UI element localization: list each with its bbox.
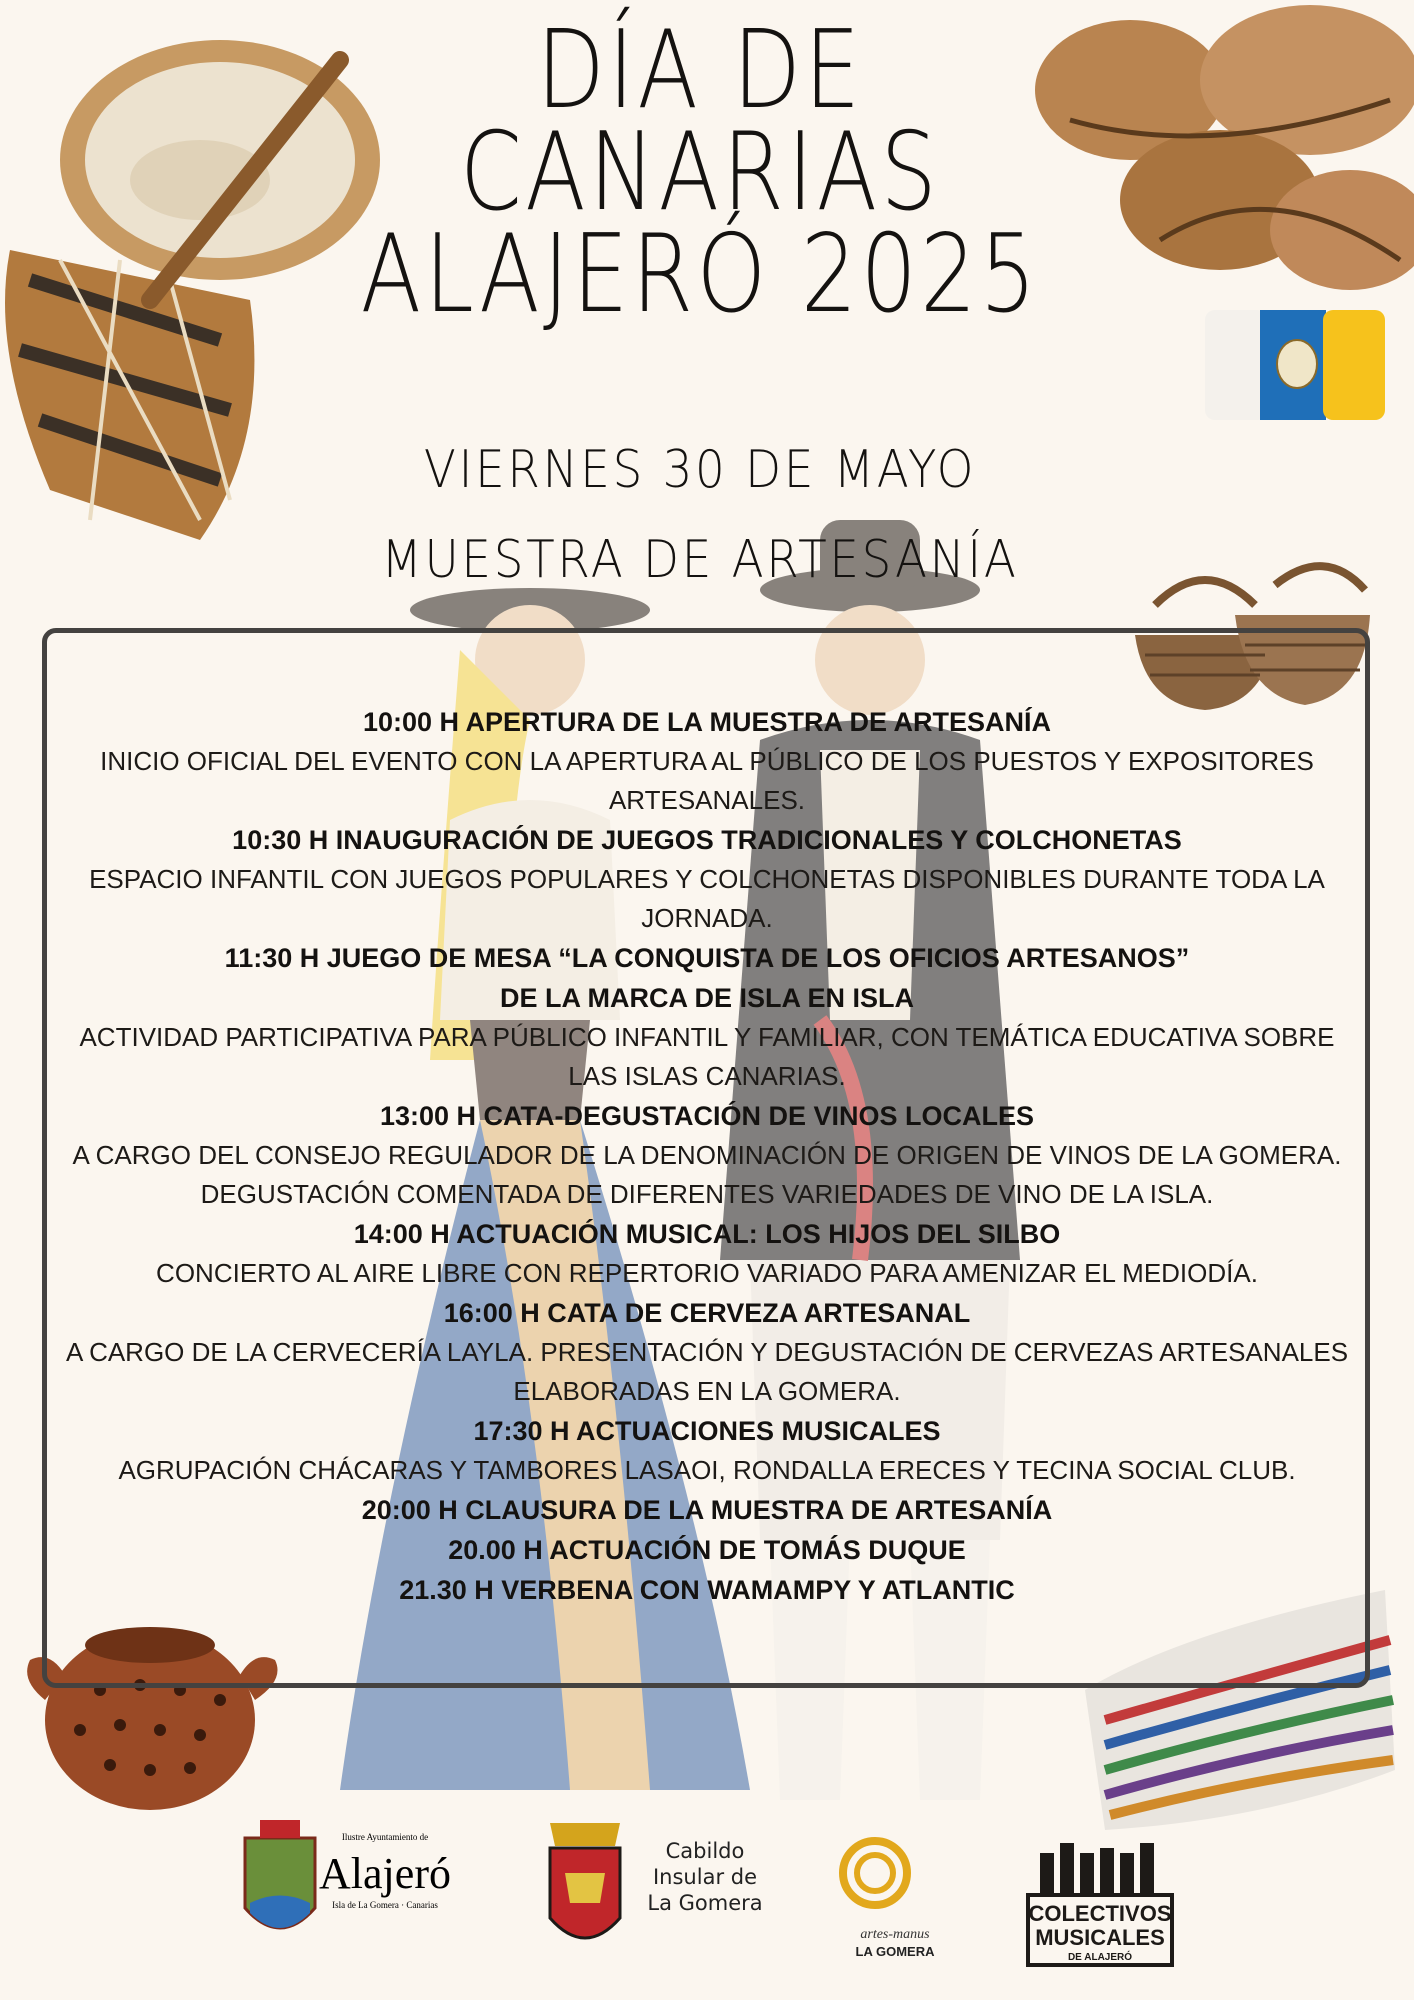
sponsor-logos (0, 1808, 1414, 1988)
cabildo-logo (540, 1818, 780, 1963)
schedule-desc: AGRUPACIÓN CHÁCARAS Y TAMBORES LASAOI, RONDALLA ERECES Y TECINA SOCIAL CLUB. (118, 1455, 1296, 1485)
schedule-desc: A CARGO DE LA CERVECERÍA LAYLA. PRESENTACIÓN Y DEGUSTACIÓN DE CERVEZAS ARTESANALES ELABORADAS EN LA GOMERA. (65, 1337, 1349, 1406)
artes-manus-script: artes-manus (860, 1927, 930, 1942)
alajero-small-bottom: Isla de La Gomera · Canarias (332, 1900, 438, 1910)
cabildo-line-1: Cabildo (665, 1839, 745, 1863)
schedule-item (52, 1293, 1362, 1411)
schedule-title-continued: DE LA MARCA DE ISLA EN ISLA (499, 983, 914, 1013)
alajero-name: Alajeró (319, 1849, 451, 1898)
schedule-title: 16:00 H CATA DE CERVEZA ARTESANAL (443, 1298, 971, 1328)
schedule-desc: ACTIVIDAD PARTICIPATIVA PARA PÚBLICO INFANTIL Y FAMILIAR, CON TEMÁTICA EDUCATIVA SOBRE LAS ISLAS CANARIAS. (79, 1022, 1335, 1091)
schedule-title: 17:30 H ACTUACIONES MUSICALES (473, 1416, 941, 1446)
ayuntamiento-alajero-logo (235, 1818, 475, 1958)
colectivos-line-1: COLECTIVOS (1028, 1901, 1172, 1926)
schedule-item (52, 1570, 1362, 1610)
schedule-desc: ESPACIO INFANTIL CON JUEGOS POPULARES Y COLCHONETAS DISPONIBLES DURANTE TODA LA JORNADA. (89, 864, 1325, 933)
schedule-desc: CONCIERTO AL AIRE LIBRE CON REPERTORIO VARIADO PARA AMENIZAR EL MEDIODÍA. (156, 1258, 1258, 1288)
artes-manus-logo (820, 1828, 970, 1963)
schedule-title: 20:00 H CLAUSURA DE LA MUESTRA DE ARTESANÍA (361, 1495, 1053, 1525)
schedule-title: 20.00 H ACTUACIÓN DE TOMÁS DUQUE (448, 1535, 966, 1565)
artes-manus-name: LA GOMERA (855, 1944, 935, 1959)
schedule-title: 14:00 H ACTUACIÓN MUSICAL: LOS HIJOS DEL SILBO (353, 1219, 1061, 1249)
event-name: MUESTRA DE ARTESANÍA (381, 530, 1019, 590)
schedule-item (52, 702, 1362, 820)
schedule-title: 10:30 H INAUGURACIÓN DE JUEGOS TRADICIONALES Y COLCHONETAS (232, 825, 1182, 855)
schedule-desc: A CARGO DEL CONSEJO REGULADOR DE LA DENOMINACIÓN DE ORIGEN DE VINOS DE LA GOMERA. DEGUSTACIÓN COMENTADA DE DIFERENTES VARIEDADES DE VINO DE LA ISLA. (72, 1140, 1342, 1209)
colectivos-musicales-logo (1020, 1823, 1180, 1968)
schedule-list (52, 702, 1362, 1610)
schedule-item (52, 1530, 1362, 1570)
colectivos-line-2: MUSICALES (1035, 1925, 1165, 1950)
schedule-title: 13:00 H CATA-DEGUSTACIÓN DE VINOS LOCALES (379, 1101, 1035, 1131)
schedule-title: 11:30 H JUEGO DE MESA “LA CONQUISTA DE LOS OFICIOS ARTESANOS” (224, 943, 1190, 973)
title-line-1: DÍA DE (536, 8, 864, 133)
schedule-title: 21.30 H VERBENA CON WAMAMPY Y ATLANTIC (399, 1575, 1015, 1605)
cabildo-line-2: Insular de (652, 1865, 757, 1889)
schedule-item (52, 1490, 1362, 1530)
schedule-desc: INICIO OFICIAL DEL EVENTO CON LA APERTURA AL PÚBLICO DE LOS PUESTOS Y EXPOSITORES ARTESANALES. (100, 746, 1314, 815)
cabildo-shield-icon (540, 1818, 630, 1958)
schedule-title: 10:00 H APERTURA DE LA MUESTRA DE ARTESANÍA (362, 707, 1052, 737)
cabildo-line-3: La Gomera (647, 1891, 763, 1915)
poster-title (150, 8, 1250, 337)
schedule-item (52, 1411, 1362, 1490)
schedule-item (52, 1214, 1362, 1293)
alajero-small-top: Ilustre Ayuntamiento de (341, 1832, 429, 1842)
schedule-item (52, 938, 1362, 1096)
title-line-2: CANARIAS (460, 110, 940, 235)
schedule-item (52, 1096, 1362, 1214)
event-date: VIERNES 30 DE MAYO (423, 440, 977, 500)
schedule-item (52, 820, 1362, 938)
title-line-3: ALAJERÓ 2025 (360, 212, 1040, 337)
colectivos-line-3: DE ALAJERÓ (1067, 1952, 1133, 1963)
